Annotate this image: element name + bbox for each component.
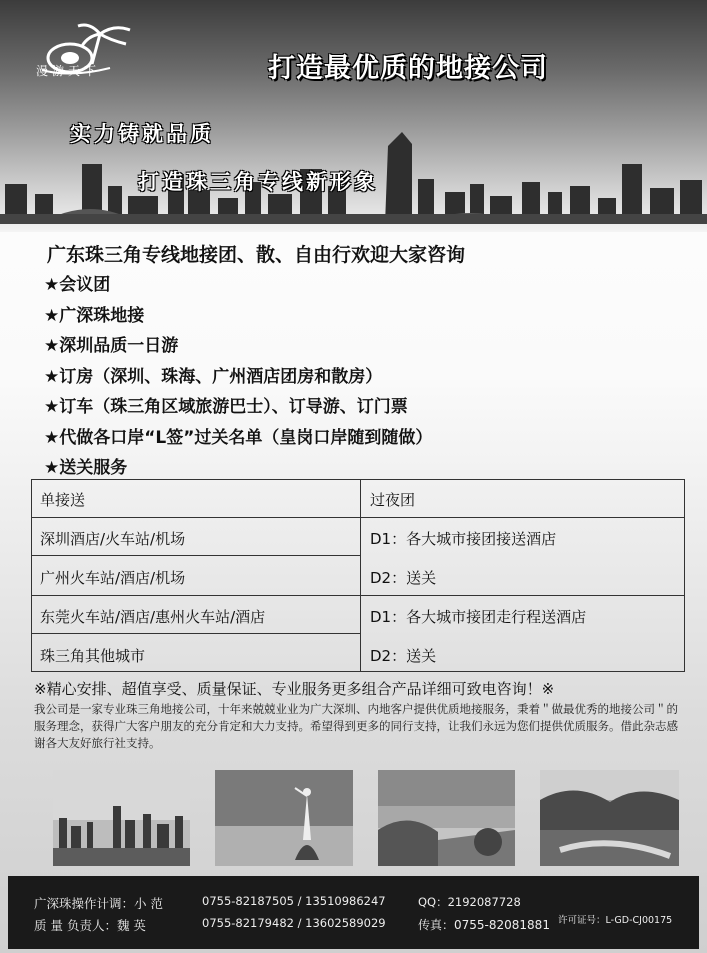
table-cell: 东莞火车站/酒店/惠州火车站/酒店 xyxy=(40,608,266,626)
contact-footer xyxy=(8,876,699,949)
service-item: ★深圳品质一日游 xyxy=(44,336,179,356)
city-harbor-photo xyxy=(53,770,190,866)
palm-garden-photo xyxy=(540,770,679,866)
header-banner xyxy=(0,0,707,232)
service-list xyxy=(44,270,432,484)
qq-number: QQ：2192087728 xyxy=(418,895,521,909)
table-cell: D1：各大城市接团接送酒店 xyxy=(370,530,557,548)
service-item: ★代做各口岸“L签”过关名单（皇岗口岸随到随做） xyxy=(44,427,433,448)
banner-slogan-2: 打造珠三角专线新形象 xyxy=(138,170,378,194)
operator-contact: 广深珠操作计调：小 范 xyxy=(34,896,163,911)
table-cell: D1：各大城市接团走行程送酒店 xyxy=(370,608,587,626)
intro-title: 广东珠三角专线地接团、散、自由行欢迎大家咨询 xyxy=(47,244,466,266)
table-cell: D2：送关 xyxy=(370,569,437,587)
notice-line: ※精心安排、超值享受、质量保证、专业服务更多组合产品详细可致电咨询！※ xyxy=(34,680,555,698)
operator-phone: 0755-82187505 / 13510986247 xyxy=(202,894,386,908)
table-divider xyxy=(32,555,360,556)
banner-headline: 打造最优质的地接公司 xyxy=(268,53,548,84)
service-item: ★送关服务 xyxy=(44,458,128,478)
coastal-park-photo xyxy=(378,770,515,866)
transfer-table xyxy=(31,479,685,672)
company-intro: 我公司是一家专业珠三角地接公司，十年来兢兢业业为广大深圳、内地客户提供优质地接服务，秉着＂做最优秀的地接公司＂的服务理念，获得广大客户朋友的充分肯定和大力支持。希望得到更多的同行支持，让我们永远为您们提供优质服务。借此杂志感谢各大友好旅行社支持。 xyxy=(34,702,678,750)
manager-phone: 0755-82179482 / 13602589029 xyxy=(202,916,386,930)
table-divider xyxy=(32,517,684,518)
service-item: ★会议团 xyxy=(44,275,111,295)
table-divider xyxy=(32,595,684,596)
table-header-overnight: 过夜团 xyxy=(370,491,416,509)
service-item: ★订房（深圳、珠海、广州酒店团房和散房） xyxy=(44,366,383,387)
banner-slogan-1: 实力铸就品质 xyxy=(70,122,214,146)
license-number: 许可证号：L-GD-CJ00175 xyxy=(558,915,673,926)
quality-manager-contact: 质 量 负责人：魏 英 xyxy=(34,918,146,933)
fax-number: 传真：0755-82081881 xyxy=(418,918,550,932)
table-cell: D2：送关 xyxy=(370,647,437,665)
table-header-single-transfer: 单接送 xyxy=(40,491,86,509)
service-item: ★广深珠地接 xyxy=(44,305,145,326)
table-divider xyxy=(32,633,360,634)
table-cell: 广州火车站/酒店/机场 xyxy=(40,569,186,587)
table-cell: 珠三角其他城市 xyxy=(40,647,146,665)
service-item: ★订车（珠三角区域旅游巴士）、订导游、订门票 xyxy=(44,397,408,417)
logo-text: 漫游天下 xyxy=(36,64,101,78)
table-cell: 深圳酒店/火车站/机场 xyxy=(40,530,186,548)
table-divider xyxy=(360,480,361,671)
fisher-girl-statue-photo xyxy=(215,770,353,866)
